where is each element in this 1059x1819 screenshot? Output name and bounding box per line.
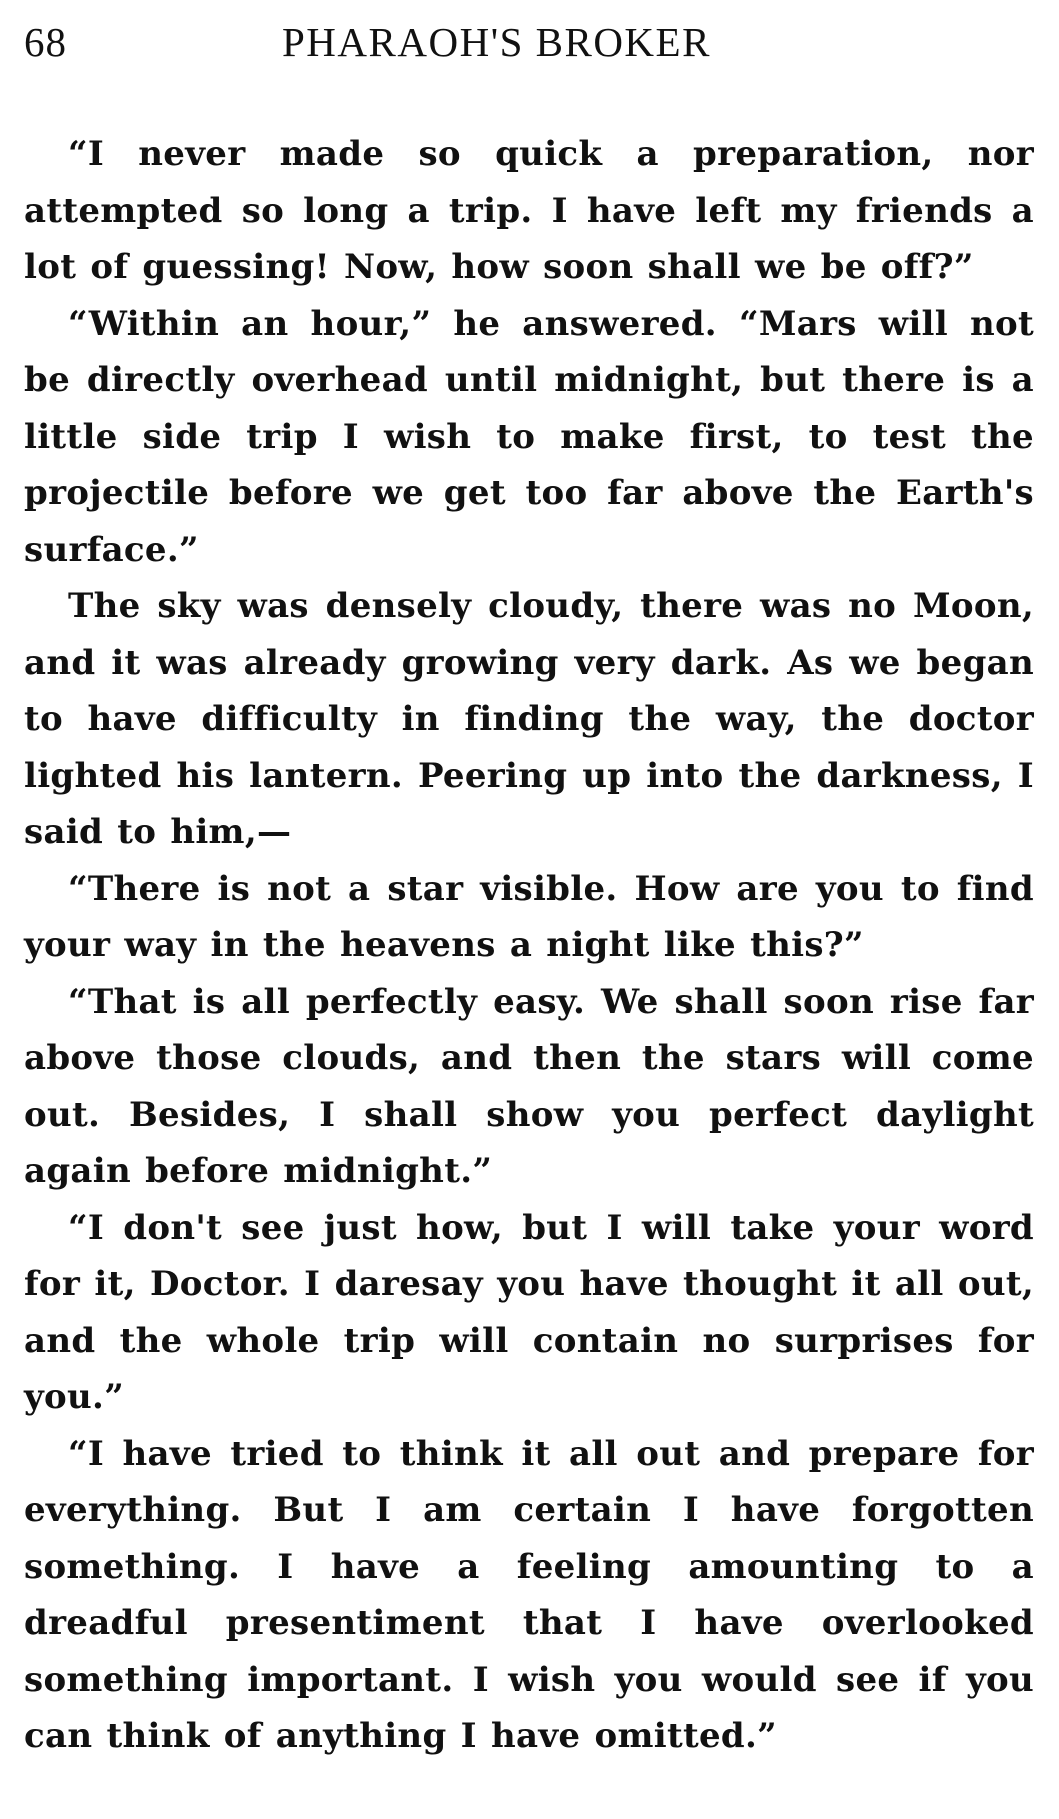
paragraph: “That is all perfectly easy. We shall soon rise far above those clouds, and then the stars will come out. Besides, I shall show you perfect daylight again before midnight.”	[24, 981, 1034, 1191]
paragraph: The sky was densely cloudy, there was no Moon, and it was already growing very dark. As we began to have difficulty in finding the way, the doctor lighted his lantern. Peering up into the darkness, I said to him,—	[24, 586, 1034, 852]
paragraph: “There is not a star visible. How are you to find your way in the heavens a night like this?”	[24, 868, 1034, 965]
page-number: 68	[24, 19, 67, 65]
running-title: PHARAOH'S BROKER	[282, 19, 711, 65]
paragraph: “I have tried to think it all out and prepare for everything. But I am certain I have forgotten something. I have a feeling amounting to a dreadful presentiment that I have overlooked something important. I wish you would see if you can think of anything I have omitted.”	[24, 1433, 1034, 1756]
book-page	[24, 18, 1034, 1765]
paragraph: “Within an hour,” he answered. “Mars will not be directly overhead until midnight, but there is a little side trip I wish to make first, to test the projectile before we get too far above the Earth's surface.”	[24, 303, 1034, 570]
paragraph: “I don't see just how, but I will take your word for it, Doctor. I daresay you have thought it all out, and the whole trip will contain no surprises for you.”	[24, 1207, 1034, 1417]
paragraph: “I never made so quick a preparation, nor attempted so long a trip. I have left my friends a lot of guessing! Now, how soon shall we be off?”	[24, 134, 1034, 287]
running-head	[24, 18, 1034, 78]
body-text	[24, 126, 1034, 1765]
